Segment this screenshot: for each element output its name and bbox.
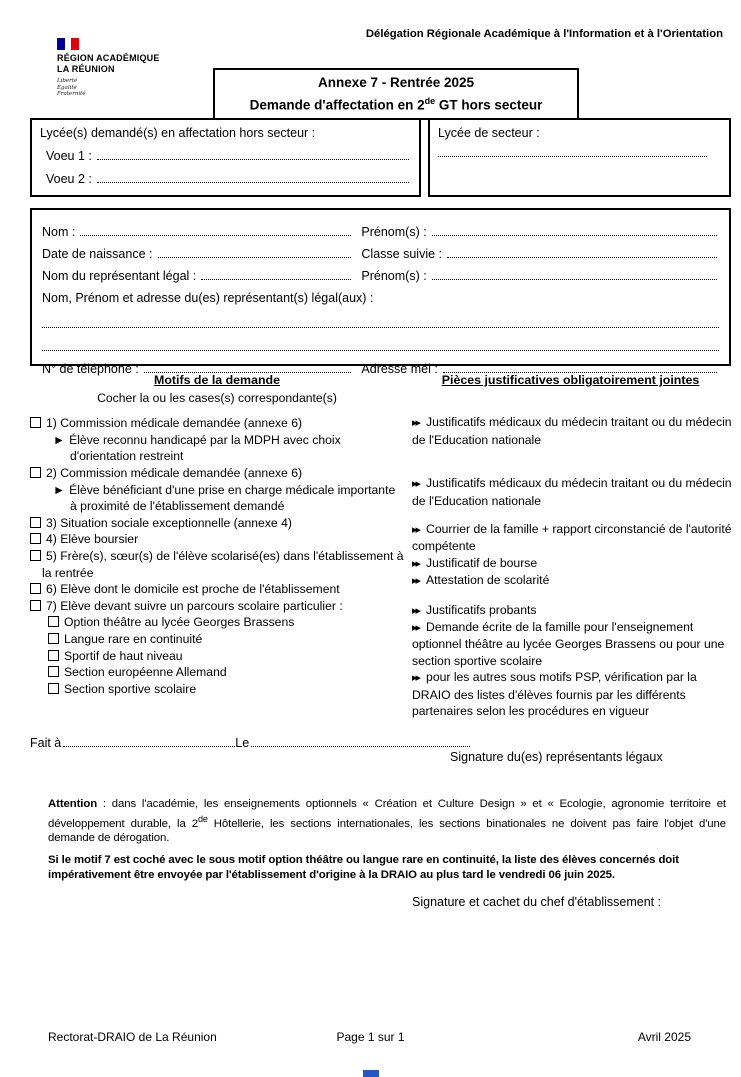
piece-item-2: ▸▸ Justificatifs médicaux du médecin traitant ou du médecin de l'Education nationale	[412, 476, 732, 508]
motif-5-checkbox[interactable]	[30, 550, 41, 561]
piece-item-6: ▸▸ Justificatifs probants	[408, 602, 733, 619]
arrow-right-icon: ►	[53, 482, 66, 497]
motif-2-detail: ► Élève bénéficiant d'une prise en charge médicale importante à proximité de l'établissement demandé	[53, 482, 396, 514]
piece-item-4: ▸▸ Justificatif de bourse	[408, 555, 733, 572]
chef-signature-label: Signature et cachet du chef d'établissement :	[412, 895, 662, 909]
attention-note: Attention : dans l'académie, les enseignements optionnels « Création et Culture Design » et « Ecologie, agronomie territoire et développement durable, la 2de Hôtellerie, les sections internationales, les sections binationales ne doivent pas faire l'objet d'une demande de dérogation.	[48, 798, 726, 844]
le-label: Le	[235, 736, 250, 750]
suboption-5-checkbox[interactable]	[48, 683, 59, 694]
parents-signature-label: Signature du(es) représentants légaux	[450, 750, 663, 764]
pieces-column	[408, 372, 733, 720]
logo-motto: Liberté Égalité Fraternité	[57, 78, 86, 97]
motif-7-suboption-5: Section sportive scolaire	[30, 681, 404, 698]
rep-prenoms-label: Prénom(s) :	[361, 269, 427, 283]
motifs-heading: Motifs de la demande	[154, 373, 280, 387]
double-arrow-icon: ▸▸	[412, 622, 420, 635]
rep-nom-label: Nom du représentant légal :	[42, 269, 197, 283]
classe-label: Classe suivie :	[361, 247, 442, 261]
motif-7-suboption-4: Section européenne Allemand	[30, 664, 404, 681]
logo-org-line2: LA RÉUNION	[57, 63, 115, 74]
dob-field[interactable]	[158, 257, 352, 258]
rep-address-field-line2[interactable]	[42, 336, 719, 351]
voeu2-label: Voeu 2 :	[46, 172, 92, 186]
nom-field[interactable]	[80, 235, 351, 236]
rep-prenoms-field[interactable]	[432, 279, 717, 280]
motif-item-4: 4) Elève boursier	[30, 531, 404, 548]
french-flag-icon	[57, 38, 79, 50]
piece-item-1: ▸▸ Justificatifs médicaux du médecin traitant ou du médecin de l'Education nationale	[412, 415, 732, 447]
motif-6-checkbox[interactable]	[30, 583, 41, 594]
prenoms-field[interactable]	[432, 235, 717, 236]
double-arrow-icon: ▸▸	[412, 575, 420, 588]
motif-1-detail: ► Élève reconnu handicapé par la MDPH avec choix d'orientation restreint	[53, 432, 341, 464]
deadline-note: Si le motif 7 est coché avec le sous motif option théâtre ou langue rare en continuité, la liste des élèves concernés doit impérativement être envoyée par l'établissement d'origine à la DRAIO au plus tard le vendredi 06 juin 2025.	[48, 854, 679, 881]
motifs-subheading: Cocher la ou les cases(s) correspondante(s)	[97, 390, 337, 405]
bottom-blue-fragment	[363, 1070, 379, 1077]
student-info-box	[30, 208, 731, 376]
motif-7-suboption-1: Option théâtre au lycée Georges Brassens	[30, 614, 404, 631]
footer-page-number: Page 1 sur 1	[336, 1030, 405, 1044]
footer-date: Avril 2025	[637, 1030, 691, 1044]
piece-item-7: ▸▸ Demande écrite de la famille pour l'enseignement optionnel théâtre au lycée Georges Brassens ou pour une section sportive scolaire	[412, 620, 725, 668]
motif-2-checkbox[interactable]	[30, 467, 41, 478]
motif-item-2: 2) Commission médicale demandée (annexe 6)	[30, 465, 404, 482]
fait-a-row	[30, 736, 731, 764]
footer-org: Rectorat-DRAIO de La Réunion	[48, 1030, 217, 1044]
piece-item-3: ▸▸ Courrier de la famille + rapport circonstancié de l'autorité compétente	[412, 522, 732, 554]
suboption-3-checkbox[interactable]	[48, 650, 59, 661]
motifs-column	[30, 372, 404, 697]
double-arrow-icon: ▸▸	[412, 672, 420, 685]
double-arrow-icon: ▸▸	[412, 604, 420, 617]
suboption-4-checkbox[interactable]	[48, 666, 59, 677]
motif-item-1: 1) Commission médicale demandée (annexe 6)	[30, 415, 404, 432]
piece-item-8: ▸▸ pour les autres sous motifs PSP, vérification par la DRAIO des listes d'élèves fournis par les différents partenaires selon les procédures en vigueur	[412, 670, 697, 719]
fait-a-field[interactable]	[63, 746, 235, 747]
title-line2: Demande d'affectation en 2de GT hors secteur	[249, 96, 543, 113]
sector-lycee-label: Lycée de secteur :	[438, 126, 540, 140]
prenoms-label: Prénom(s) :	[361, 225, 427, 239]
rep-address-field-line1[interactable]	[42, 313, 719, 328]
logo-org-line1: RÉGION ACADÉMIQUE	[57, 53, 160, 63]
motif-7-suboption-2: Langue rare en continuité	[30, 631, 404, 648]
classe-field[interactable]	[447, 257, 717, 258]
motif-3-checkbox[interactable]	[30, 517, 41, 528]
voeu2-field[interactable]	[97, 182, 409, 183]
rep-full-label: Nom, Prénom et adresse du(es) représentant(s) légal(aux) :	[42, 291, 374, 305]
dob-label: Date de naissance :	[42, 247, 153, 261]
mail-label: Adresse mél :	[361, 362, 438, 376]
double-arrow-icon: ▸▸	[412, 524, 420, 537]
le-date-field[interactable]	[251, 746, 470, 747]
suboption-2-checkbox[interactable]	[48, 633, 59, 644]
tel-label: N° de téléphone :	[42, 362, 139, 376]
nom-label: Nom :	[42, 225, 76, 239]
motif-4-checkbox[interactable]	[30, 533, 41, 544]
title-line1: Annexe 7 - Rentrée 2025	[317, 75, 475, 90]
double-arrow-icon: ▸▸	[412, 478, 420, 491]
double-arrow-icon: ▸▸	[412, 417, 420, 430]
rep-nom-field[interactable]	[201, 279, 351, 280]
motif-item-6: 6) Elève dont le domicile est proche de l'établissement	[30, 581, 404, 598]
motif-item-7: 7) Elève devant suivre un parcours scolaire particulier :	[30, 598, 404, 615]
voeu1-label: Voeu 1 :	[46, 149, 92, 163]
motif-item-5: 5) Frère(s), sœur(s) de l'élève scolarisé(es) dans l'établissement à la rentrée	[30, 548, 404, 581]
double-arrow-icon: ▸▸	[412, 557, 420, 570]
sector-lycee-box	[428, 118, 731, 197]
motif-7-checkbox[interactable]	[30, 600, 41, 611]
motifs-list	[30, 415, 404, 697]
motifs-pieces-section	[0, 372, 741, 722]
region-academique-logo	[57, 38, 207, 98]
fait-a-label: Fait à	[30, 736, 62, 750]
sector-lycee-field[interactable]	[438, 156, 707, 157]
requested-lycees-label: Lycée(s) demandé(s) en affectation hors secteur :	[40, 126, 316, 140]
pieces-heading: Pièces justificatives obligatoirement jointes	[441, 373, 700, 387]
motif-7-suboption-3: Sportif de haut niveau	[30, 648, 404, 665]
voeu1-field[interactable]	[97, 159, 409, 160]
document-title-box	[213, 68, 579, 120]
motif-item-3: 3) Situation sociale exceptionnelle (annexe 4)	[30, 515, 404, 532]
requested-lycees-box	[30, 118, 421, 197]
suboption-1-checkbox[interactable]	[48, 616, 59, 627]
arrow-right-icon: ►	[53, 432, 66, 447]
piece-item-5: ▸▸ Attestation de scolarité	[408, 572, 733, 589]
motif-1-checkbox[interactable]	[30, 417, 41, 428]
delegation-header-text: Délégation Régionale Académique à l'Information et à l'Orientation	[365, 28, 723, 40]
